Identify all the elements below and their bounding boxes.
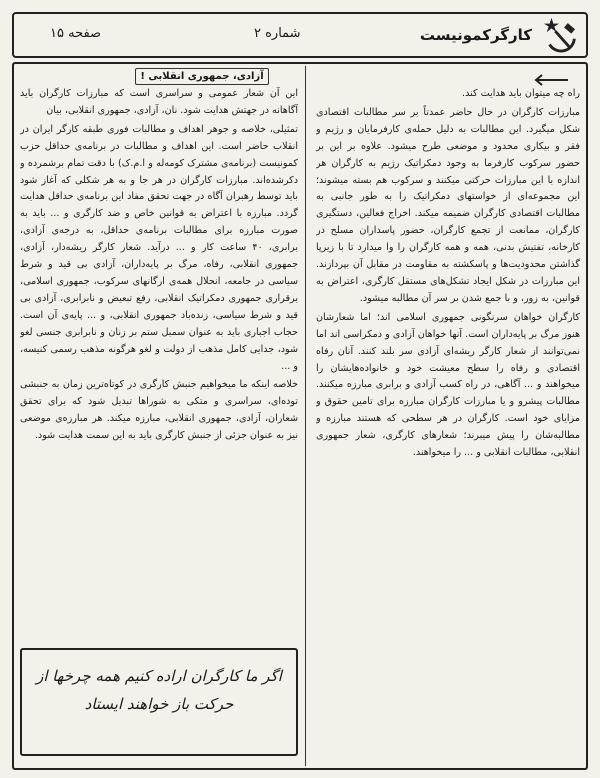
paragraph: کارگران خواهان سرنگونی جمهوری اسلامی اند؛ اما شعارشان هنوز مرگ بر پایه‌داران است. آنها خواهان آزادی و دمکراسی اند اما نمی‌توانند از شعار کارگر ریشه‌ای آزادی سر بلند کنند. آنان رفاه اقتصادی و رفاه را سطح معیشت خود و خانواده‌هایشان را میخواهند و ... آگاهی، در راه کسب آزادی و برابری مبارزه میکنند. مطالبات پیشرو و یا مبارزات کارگران مبارزه برای تامین حقوق و مزایای خود است. کارگران در هر سطحی که هستند مبارزه و مطالبه‌شان را پیش میبرند؛ شعارهای کارگری، شعار جمهوری انقلابی، مطالبات انقلابی و ... را میخواهند. (316, 311, 580, 459)
right-column (316, 86, 580, 762)
hammer-sickle-star-icon (542, 16, 580, 54)
paragraph: خلاصه اینکه ما میخواهیم جنبش کارگری در کوتاه‌ترین زمان به جنبشی توده‌ای، سراسری و متکی به شوراها تبدیل شود که برای تحقق شعاران، آزادی، جمهوری انقلابی، مبارزه میکند. هر مبارزه‌ی موضعی نیز به عنوان جزئی از جنبش کارگری باید به این سمت هدایت شود. (20, 379, 298, 442)
page-number: صفحه ۱۵ (50, 26, 102, 41)
paragraph: این آن شعار عمومی و سراسری است که مبارزات کارگران باید آگاهانه در جهتش هدایت شود. نان، آزادی، جمهوری انقلابی، بیان (20, 88, 298, 116)
paragraph: مبارزات کارگران در حال حاضر عمدتاً بر سر مطالبات اقتصادی شکل میگیرد. این مطالبات به دلیل حمله‌ی کارفرمایان و رژیم و فقر و بیکاری محدود و موضعی طرح میشود. علاوه بر این بر حضور سرکوب کارفرما به وجود دمکراتیک رژیم به کارگران هر اندازه با این مبارزات حرکتی میکنند و سرکوب هم بسته میشوند؛ این مجموعه‌ای از خواستهای دمکراتیک را به طور جانبی به مطالبات اقتصادی کارگران ضمیمه میکند. اخراج فعالین، دستگیری کارگران، ممانعت از تجمع کارگران، حضور پاسداران مسلح در کارخانه، تفتیش بدنی، همه و همه کارگران را وا میدارد تا با زیرپا گذاشتن محدودیت‌ها و پاسکشته به مقاومت در مقابل آن بپردازند. این مبارزات در شکل ایجاد تشکل‌های مستقل کارگری، اعتراض به قوانین، به زور، و با جمع شدن بر سر آن مطالبه میشود. (316, 106, 580, 304)
issue-number: شماره ۲ (254, 26, 301, 41)
masthead (12, 12, 588, 58)
slogan-box: اگر ما کارگران اراده کنیم همه چرخها از حرکت باز خواهند ایستاد (20, 648, 298, 756)
paragraph: راه چه میتوان باید هدایت کند. (462, 88, 580, 99)
left-column (20, 86, 298, 630)
article-title: آزادی، جمهوری انقلابی ! (135, 68, 269, 85)
continuation-arrow-icon (532, 73, 572, 87)
newspaper-title: کارگرکمونیست (419, 26, 532, 44)
paragraph: تمثیلی، خلاصه و جوهر اهداف و مطالبات فوری طبقه کارگر ایران در انقلاب حاضر است. این اهداف و مطالبات در برنامه‌ی حداقل حزب کمونیست (برنامه‌ی مشترک کومه‌له و ا.م.ک) با دقت تمام برشمرده و دکرشده‌اند. مبارزات کارگران در هر جا و به هر شکلی که آغاز شود باید توسط رهبران آگاه در جهت تحقق مفاد این برنامه‌ی حداقل هدایت گردد. مبارزه با اعتراض به قوانین خاص و ضد کارگری و ... باید به صورت مبارزه برای مطالبات برنامه‌ی حداقل، به درجه‌ی آزادی، برابری، ۴۰ ساعت کار و ... درآید. شعار کارگر ریشه‌دار، آزادی، جمهوری انقلابی، رفاه، مرگ بر پایه‌داران، آزادی بی قید و شرط سیاسی در جامعه، انحلال همه‌ی ارگانهای سرکوب، جمهوری اسلامی، برقراری جمهوری دمکراتیک انقلابی، رفع تبعیض و نابرابری، آزادی بی قید و شرط سیاسی، زنده‌باد جمهوری انقلابی، و ... پایه‌ی آن است. حجاب اجباری باید به عنوان سمبل ستم بر زنان و نابرابری جنسی لغو شود، جدایی کامل مذهب از دولت و لغو هرگونه مذهب رسمی کنیسه، و ... (20, 123, 298, 372)
column-divider (305, 66, 306, 766)
